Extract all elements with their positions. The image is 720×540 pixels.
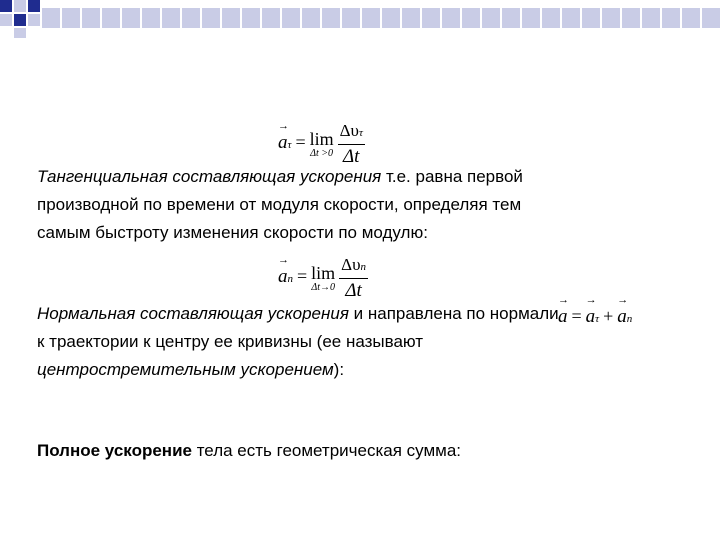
paragraph2-line3-rest: ):: [333, 360, 345, 379]
formula-tangential-acceleration: [278, 120, 365, 169]
paragraph1-line2: производной по времени от модуля скорости, определяя тем: [37, 195, 522, 214]
formula3-term2: → a: [617, 306, 627, 328]
formula3-plus: +: [603, 306, 614, 326]
formula1-numerator-sub: τ: [358, 127, 363, 139]
formula1-fraction: [338, 120, 365, 169]
centripetal-term: центростремительным ускорением: [37, 360, 334, 379]
formula2-numerator: Δυ: [341, 255, 361, 274]
formula3-equals: =: [571, 306, 582, 326]
formula1-numerator: Δυ: [339, 121, 359, 140]
paragraph2-line1-rest: и направлена по нормали: [348, 304, 559, 323]
formula3-lhs: → a: [558, 306, 568, 328]
formula1-lim-sub: Δt >0: [310, 147, 334, 159]
normal-term: Нормальная составляющая ускорения: [37, 304, 349, 323]
formula2-fraction: [339, 254, 368, 303]
formula3-term1: → a: [586, 306, 596, 328]
formula1-equals: =: [295, 132, 306, 153]
paragraph1-line3: самым быстроту изменения скорости по модулю:: [37, 223, 428, 242]
paragraph2-line2: к траектории к центру ее кривизны (ее называют: [37, 332, 424, 351]
formula1-denominator: Δt: [343, 146, 360, 167]
paragraph3-rest: тела есть геометрическая сумма:: [191, 441, 462, 460]
formula2-denominator: Δt: [345, 280, 362, 301]
formula2-limit: [311, 264, 335, 294]
formula2-lim-sub: Δt→0: [311, 281, 335, 293]
formula1-lhs-sub: τ: [287, 139, 292, 152]
formula1-limit: [310, 130, 334, 160]
formula1-lim: lim: [309, 128, 334, 149]
paragraph-total: [37, 437, 677, 465]
formula1-lhs-var: → a: [278, 132, 288, 154]
formula2-numerator-sub: n: [360, 261, 367, 273]
total-acceleration-term: Полное ускорение: [37, 441, 192, 460]
formula-normal-acceleration: [278, 254, 368, 303]
formula2-lhs-var: → a: [278, 266, 288, 288]
paragraph-tangential: [37, 163, 677, 247]
paragraph1-line1-rest: т.е. равна первой: [381, 167, 523, 186]
formula2-equals: =: [297, 266, 308, 287]
formula-total-acceleration: [558, 306, 632, 328]
formula3-term1-sub: τ: [595, 313, 600, 325]
formula3-term2-sub: n: [626, 313, 633, 325]
formula2-lhs-sub: n: [287, 273, 293, 286]
decorative-header-pattern: [0, 0, 720, 40]
tangential-term: Тангенциальная составляющая ускорения: [37, 167, 382, 186]
formula2-lim: lim: [311, 262, 336, 283]
